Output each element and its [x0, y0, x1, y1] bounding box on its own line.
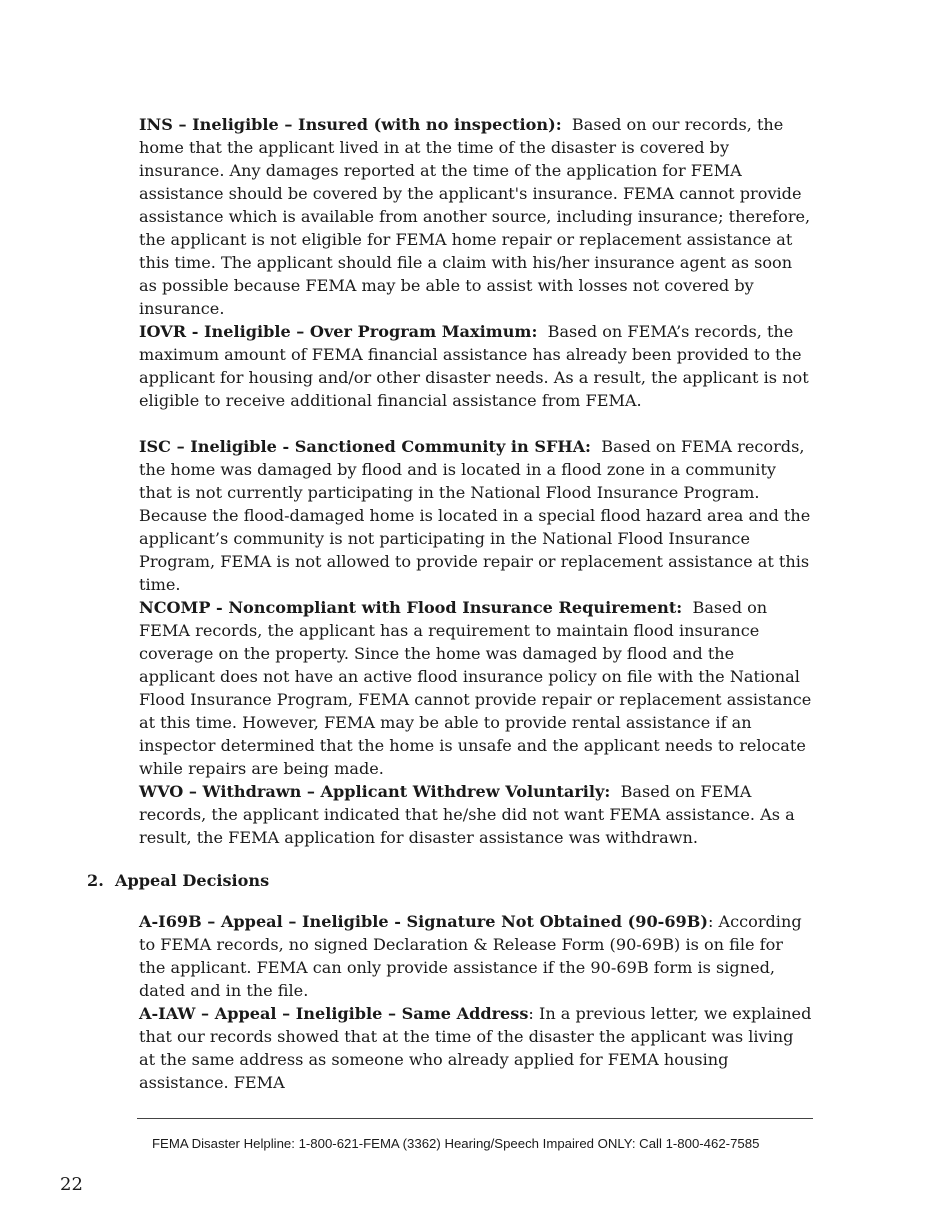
entry-ncomp [139, 596, 814, 780]
entry-ins [139, 113, 814, 320]
entry-wvo [139, 780, 814, 849]
entry-text: : According to FEMA records, no signed Declaration & Release Form (90-69B) is on file for the applicant. FEMA can only provide assistance if the 90-69B form is signed, dated and in the file. [139, 912, 802, 1000]
entry-isc [139, 435, 814, 596]
entry-label: NCOMP - Noncompliant with Flood Insurance Requirement: [139, 598, 683, 617]
section-title: Appeal Decisions [115, 871, 270, 890]
entry-a-i69b [139, 910, 814, 1002]
section-heading [87, 869, 269, 892]
entry-text: : In a previous letter, we explained that our records showed that at the time of the disaster the applicant was living at the same address as someone who already applied for FEMA housing assistance. FEMA [139, 1004, 812, 1092]
entry-text: Based on FEMA’s records, the maximum amount of FEMA financial assistance has already been provided to the applicant for housing and/or other disaster needs. As a result, the applicant is not eligible to receive additional financial assistance from FEMA. [139, 322, 809, 410]
entry-label: ISC – Ineligible - Sanctioned Community in SFHA: [139, 437, 592, 456]
entry-text: Based on FEMA records, the home was damaged by flood and is located in a flood zone in a community that is not currently participating in the National Flood Insurance Program. Because the flood-damaged home is located in a special flood hazard area and the applicant’s community is not participating in the National Flood Insurance Program, FEMA is not allowed to provide repair or replacement assistance at this time. [139, 437, 811, 594]
page-number: 22 [60, 1174, 83, 1195]
entry-label: A-IAW – Appeal – Ineligible – Same Address [139, 1004, 529, 1023]
entry-label: INS – Ineligible – Insured (with no inspection): [139, 115, 562, 134]
entry-label: A-I69B – Appeal – Ineligible - Signature Not Obtained (90-69B) [139, 912, 708, 931]
entry-text: Based on FEMA records, the applicant has a requirement to maintain flood insurance coverage on the property. Since the home was damaged by flood and the applicant does not have an active flood insurance policy on file with the National Flood Insurance Program, FEMA cannot provide repair or replacement assistance at this time. However, FEMA may be able to provide rental assistance if an inspector determined that the home is unsafe and the applicant needs to relocate while repairs are being made. [139, 598, 812, 778]
footer-divider [137, 1118, 813, 1119]
entry-a-iaw [139, 1002, 814, 1094]
entry-label: IOVR - Ineligible – Over Program Maximum: [139, 322, 538, 341]
entry-text: Based on FEMA records, the applicant indicated that he/she did not want FEMA assistance. As a result, the FEMA application for disaster assistance was withdrawn. [139, 782, 795, 847]
entry-label: WVO – Withdrawn – Applicant Withdrew Voluntarily: [139, 782, 611, 801]
footer-helpline: FEMA Disaster Helpline: 1-800-621-FEMA (3362) Hearing/Speech Impaired ONLY: Call 1-800-462-7585 [152, 1136, 760, 1151]
section-number: 2. [87, 871, 104, 890]
entry-iovr [139, 320, 814, 412]
entry-text: Based on our records, the home that the applicant lived in at the time of the disaster is covered by insurance. Any damages reported at the time of the application for FEMA assistance should be covered by the applicant's insurance. FEMA cannot provide assistance which is available from another source, including insurance; therefore, the applicant is not eligible for FEMA home repair or replacement assistance at this time. The applicant should file a claim with his/her insurance agent as soon as possible because FEMA may be able to assist with losses not covered by insurance. [139, 115, 811, 318]
